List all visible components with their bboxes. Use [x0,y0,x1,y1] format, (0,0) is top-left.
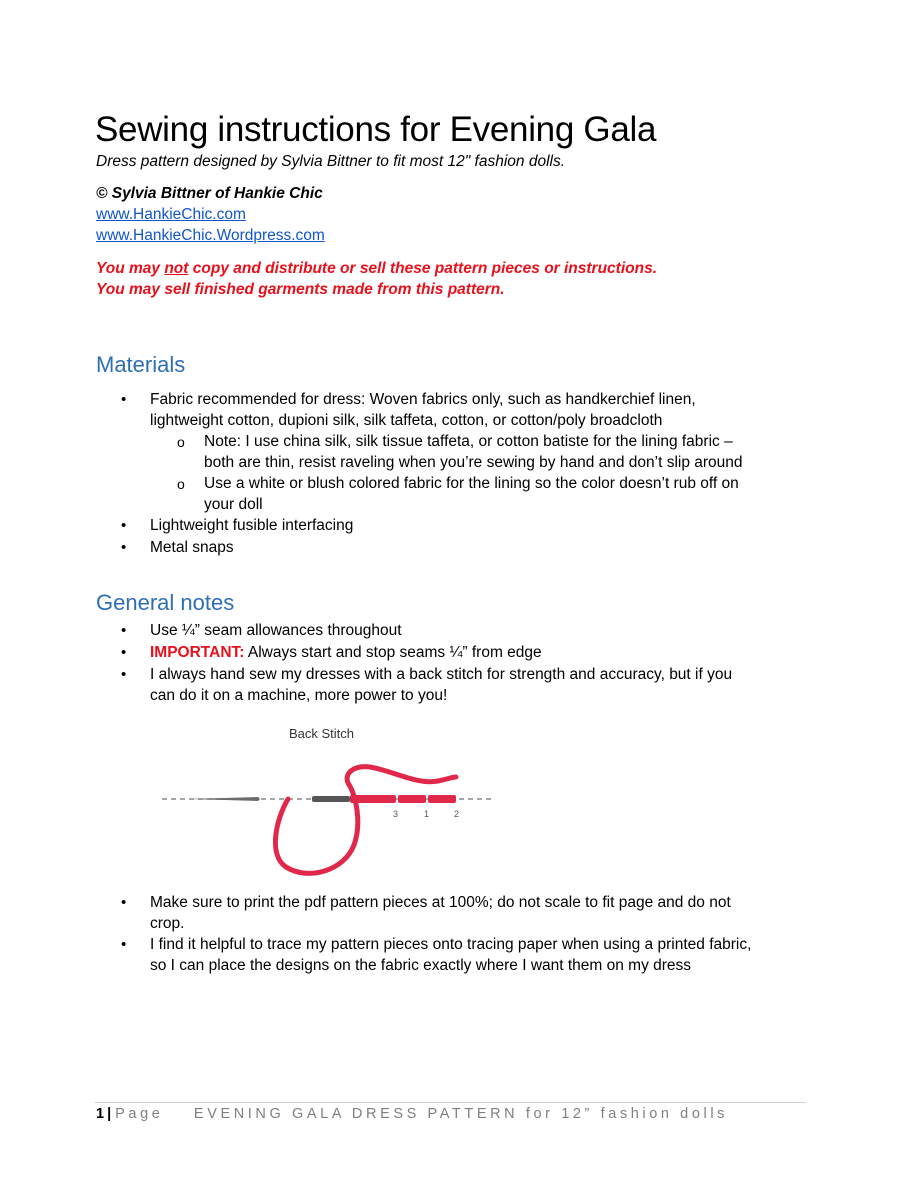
list-item: Metal snaps [150,539,234,556]
sub-list-item: Note: I use china silk, silk tissue taffeta, or cotton batiste for the lining fabric – [204,433,733,450]
needle-icon [188,797,260,801]
important-label: IMPORTANT: [150,644,245,661]
bullet-icon: • [121,936,127,953]
list-item-continuation: so I can place the designs on the fabric exactly where I want them on my dress [150,957,692,974]
list-item-continuation: lightweight cotton, dupioni silk, silk taffeta, cotton, or cotton/poly broadcloth [150,412,663,429]
stitch-label-2: 2 [454,809,460,819]
list-item-continuation: can do it on a machine, more power to you! [150,687,448,704]
stitch-1 [398,795,426,803]
bullet-icon: • [121,666,127,683]
blog-link[interactable]: www.HankieChic.Wordpress.com [96,227,325,244]
list-item: Lightweight fusible interfacing [150,517,354,534]
bullet-icon: • [121,644,127,661]
list-item: I find it helpful to trace my pattern pieces onto tracing paper when using a printed fabric, [150,936,752,953]
list-item [150,642,542,663]
stitch-label-3: 3 [393,809,399,819]
warning-text: You may [96,260,165,277]
page-title: Sewing instructions for Evening Gala [95,110,657,149]
materials-heading: Materials [96,352,186,377]
page-footer [96,1106,728,1122]
sub-bullet-icon: o [177,434,185,450]
footer-separator: | [107,1106,112,1122]
page-number: 1 [96,1106,105,1122]
copyright-notice: © Sylvia Bittner of Hankie Chic [96,185,323,202]
list-item: Make sure to print the pdf pattern pieces at 100%; do not scale to fit page and do not [150,894,731,911]
general-notes-heading: General notes [96,590,235,615]
page-subtitle: Dress pattern designed by Sylvia Bittner to fit most 12" fashion dolls. [96,153,566,170]
stitch-2 [428,795,456,803]
stitch-label-1: 1 [424,809,430,819]
sub-bullet-icon: o [177,476,185,492]
thread-loop [275,767,456,874]
stitch-3 [350,795,396,803]
list-item-continuation: crop. [150,915,185,932]
copy-warning [96,260,657,278]
bullet-icon: • [121,894,127,911]
figure-title: Back Stitch [289,726,355,741]
warning-emphasis: not [164,260,189,277]
sub-list-item-continuation: both are thin, resist raveling when you’re sewing by hand and don’t slip around [204,454,743,471]
footer-divider [95,1102,806,1103]
sub-list-item-continuation: your doll [204,496,263,513]
sell-notice: You may sell finished garments made from this pattern. [96,281,505,298]
list-item: Use ¼” seam allowances throughout [150,622,402,639]
warning-text: copy and distribute or sell these pattern pieces or instructions. [188,260,658,277]
footer-text: Page EVENING GALA DRESS PATTERN for 12” fashion dolls [115,1106,729,1122]
website-link[interactable]: www.HankieChic.com [96,206,246,223]
bullet-icon: • [121,391,127,408]
needle-shaft [312,796,350,802]
bullet-icon: • [121,622,127,639]
list-item: I always hand sew my dresses with a back stitch for strength and accuracy, but if you [150,666,733,683]
important-text: Always start and stop seams ¼” from edge [244,644,542,661]
bullet-icon: • [121,517,127,534]
bullet-icon: • [121,539,127,556]
back-stitch-figure [148,715,508,885]
back-stitch-illustration [148,715,508,885]
list-item: Fabric recommended for dress: Woven fabrics only, such as handkerchief linen, [150,391,696,408]
sub-list-item: Use a white or blush colored fabric for the lining so the color doesn’t rub off on [204,475,739,492]
